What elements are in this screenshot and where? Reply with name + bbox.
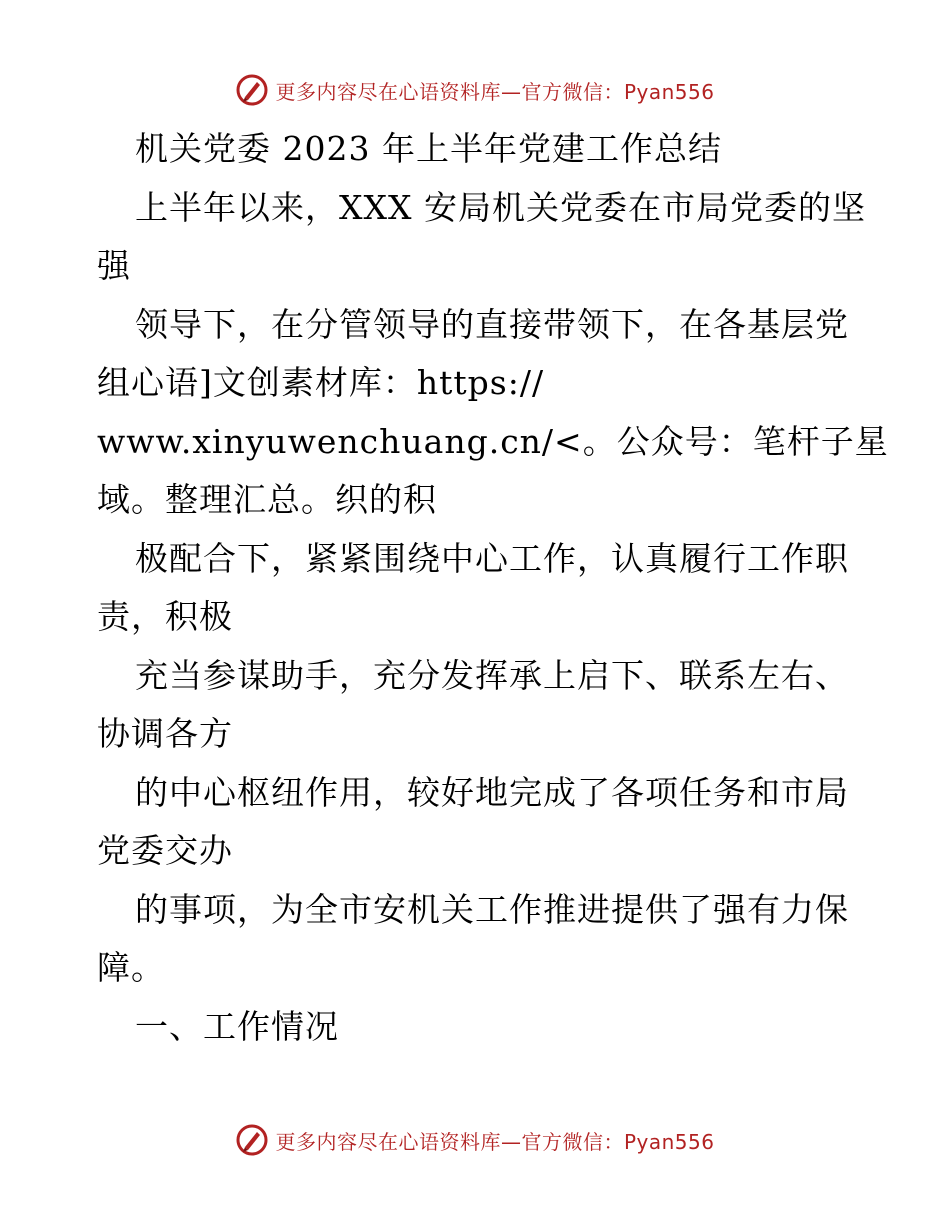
paragraph-line: 强 [97, 246, 131, 285]
paragraph-line: 领导下，在分管领导的直接带领下，在各基层党 [135, 304, 849, 344]
paragraph-line: 的中心枢纽作用，较好地完成了各项任务和市局 [135, 772, 849, 812]
paragraph-line: 的事项，为全市安机关工作推进提供了强有力保 [135, 889, 849, 929]
document-title: 机关党委 2023 年上半年党建工作总结 [135, 129, 722, 168]
paragraph-line: 极配合下，紧紧围绕中心工作，认真履行工作职 [135, 538, 849, 578]
paragraph-line: www.xinyuwenchuang.cn/<。公众号：笔杆子星 [97, 421, 889, 461]
document-body [97, 120, 889, 1056]
paragraph-line: 上半年以来，XXX 安局机关党委在市局党委的坚 [135, 187, 866, 227]
paragraph-line: 充当参谋助手，充分发挥承上启下、联系左右、 [135, 655, 849, 695]
paragraph-line: 责，积极 [97, 597, 233, 636]
section-heading: 一、工作情况 [135, 1006, 339, 1046]
header-banner-text: 更多内容尽在心语资料库—官方微信：Pyan556 [275, 79, 715, 104]
paragraph-line: 障。 [97, 948, 165, 987]
header-banner [0, 70, 950, 110]
footer-banner [0, 1120, 950, 1160]
paragraph-line: 党委交办 [97, 831, 233, 870]
paragraph-line: 组心语]文创素材库：https:// [97, 363, 545, 402]
pen-circle-logo-icon [235, 73, 269, 107]
footer-banner-text: 更多内容尽在心语资料库—官方微信：Pyan556 [275, 1129, 715, 1154]
paragraph-line: 协调各方 [97, 714, 233, 753]
pen-circle-logo-icon [235, 1123, 269, 1157]
paragraph-line: 域。整理汇总。织的积 [97, 480, 437, 519]
